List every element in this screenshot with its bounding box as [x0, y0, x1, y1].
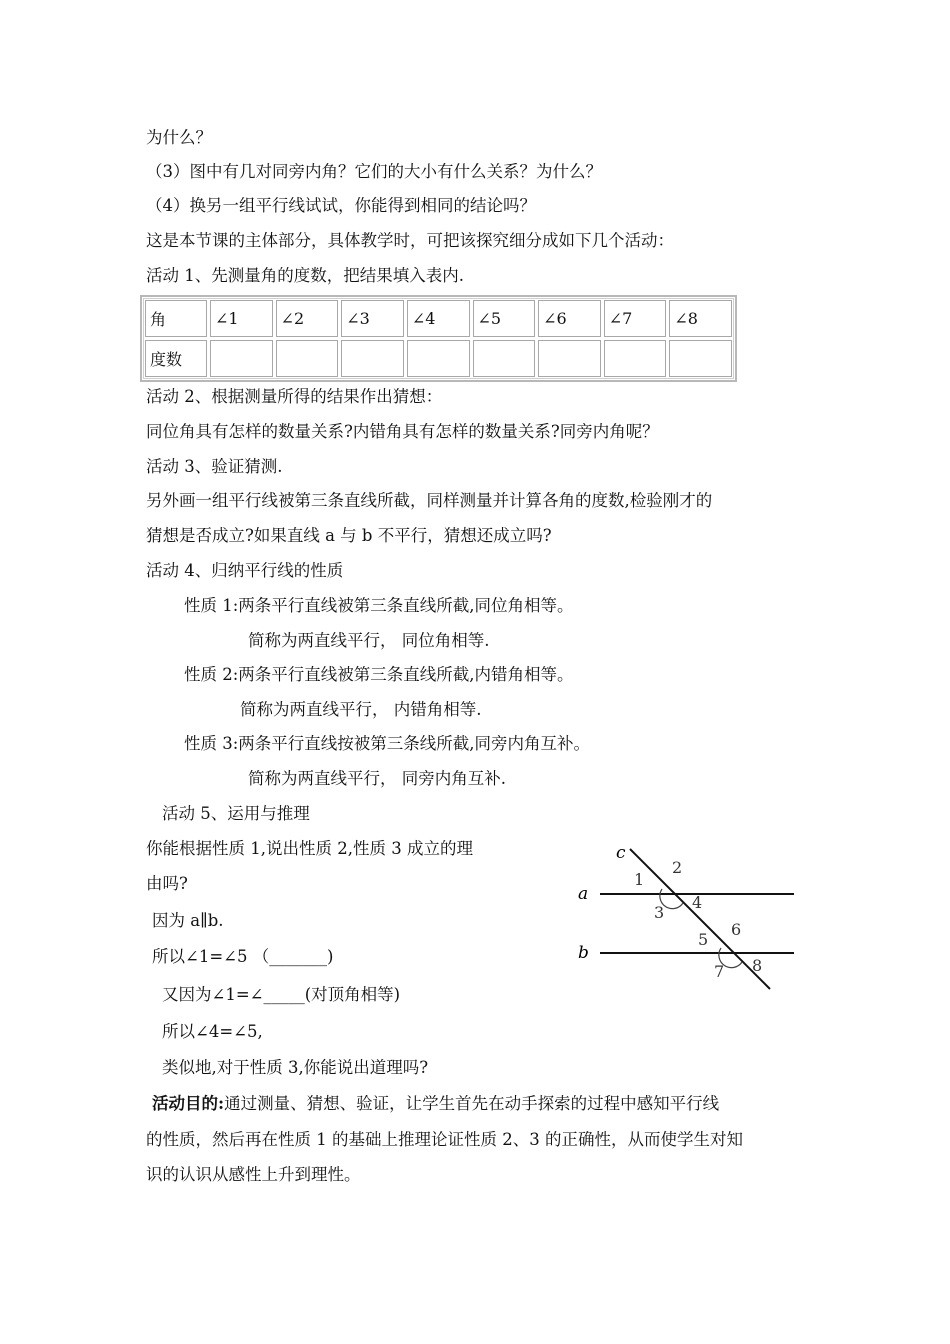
table-cell: ∠6 [538, 300, 601, 337]
paragraph-why: 为什么？ [146, 128, 212, 147]
table-cell: 角 [145, 300, 207, 337]
question-3: （3）图中有几对同旁内角？它们的大小有什么关系？为什么？ [146, 162, 602, 181]
conjecture-question: 同位角具有怎样的数量关系?内错角具有怎样的数量关系?同旁内角呢？ [146, 422, 659, 441]
angle-measure-table [140, 295, 737, 382]
parallel-lines-diagram [570, 835, 810, 1000]
goal-line-1 [152, 1093, 719, 1115]
transversal-c [630, 849, 770, 989]
table-row [145, 300, 732, 337]
table-row [145, 340, 732, 377]
table-cell: ∠7 [604, 300, 667, 337]
reason-step-2: 所以∠1=∠5 （_______) [152, 947, 334, 966]
property-2: 性质 2:两条平行直线被第三条直线所截,内错角相等。 [184, 665, 574, 684]
property-1: 性质 1:两条平行直线被第三条直线所截,同位角相等。 [184, 596, 574, 615]
table-cell: ∠1 [210, 300, 273, 337]
reason-step-1: 因为 a∥b. [152, 911, 224, 930]
intro-paragraph: 这是本节课的主体部分，具体教学时，可把该探究细分成如下几个活动： [146, 231, 674, 250]
reason-step-4: 所以∠4=∠5, [162, 1022, 263, 1041]
table-cell: ∠3 [341, 300, 404, 337]
verify-paragraph-line1: 另外画一组平行线被第三条直线所截，同样测量并计算各角的度数,检验刚才的 [146, 491, 713, 510]
property-1-summary: 简称为两直线平行， 同位角相等. [248, 631, 490, 650]
reason-step-3: 又因为∠1=∠_____(对顶角相等) [162, 985, 401, 1004]
property-2-summary: 简称为两直线平行， 内错角相等. [240, 700, 482, 719]
activity-4: 活动 4、归纳平行线的性质 [146, 561, 344, 580]
property-3: 性质 3:两条平行直线按被第三条线所截,同旁内角互补。 [184, 734, 591, 753]
angle-label-4: 4 [692, 893, 703, 912]
table-cell: ∠5 [473, 300, 536, 337]
table-cell-empty [669, 340, 732, 377]
table-cell-empty [473, 340, 536, 377]
angle-label-2: 2 [672, 858, 683, 877]
question-4: （4）换另一组平行线试试，你能得到相同的结论吗？ [146, 196, 536, 215]
activity-2: 活动 2、根据测量所得的结果作出猜想： [146, 387, 443, 406]
table-cell-empty [407, 340, 470, 377]
table-cell-empty [210, 340, 273, 377]
reasoning-question-line1: 你能根据性质 1,说出性质 2,性质 3 成立的理 [146, 839, 473, 858]
activity-3: 活动 3、验证猜测. [146, 457, 283, 476]
table-cell-empty [604, 340, 667, 377]
angle-label-6: 6 [731, 920, 742, 939]
activity-5: 活动 5、运用与推理 [162, 804, 310, 823]
angle-label-8: 8 [752, 956, 763, 975]
goal-line-3: 识的认识从感性上升到理性。 [146, 1165, 361, 1184]
table-cell: ∠2 [276, 300, 339, 337]
angle-label-1: 1 [634, 870, 645, 889]
table-cell: ∠4 [407, 300, 470, 337]
activity-1: 活动 1、先测量角的度数，把结果填入表内. [146, 266, 464, 285]
table-cell-empty [276, 340, 339, 377]
table-cell-empty [341, 340, 404, 377]
label-b: b [578, 943, 589, 963]
verify-paragraph-line2: 猜想是否成立?如果直线 a 与 b 不平行，猜想还成立吗? [146, 526, 552, 545]
angle-label-7: 7 [714, 962, 725, 981]
reasoning-question-line2: 由吗? [146, 874, 188, 893]
goal-label: 活动目的: [152, 1094, 225, 1113]
reason-step-5: 类似地,对于性质 3,你能说出道理吗? [162, 1058, 429, 1077]
property-3-summary: 简称为两直线平行， 同旁内角互补. [248, 769, 506, 788]
angle-label-5: 5 [698, 930, 709, 949]
label-c: c [616, 843, 626, 863]
table-cell: 度数 [145, 340, 207, 377]
goal-text: 通过测量、猜想、验证，让学生首先在动手探索的过程中感知平行线 [224, 1094, 720, 1113]
angle-label-3: 3 [654, 903, 665, 922]
goal-line-2: 的性质，然后再在性质 1 的基础上推理论证性质 2、3 的正确性，从而使学生对知 [146, 1130, 743, 1149]
label-a: a [578, 884, 589, 904]
table-cell: ∠8 [669, 300, 732, 337]
table-cell-empty [538, 340, 601, 377]
